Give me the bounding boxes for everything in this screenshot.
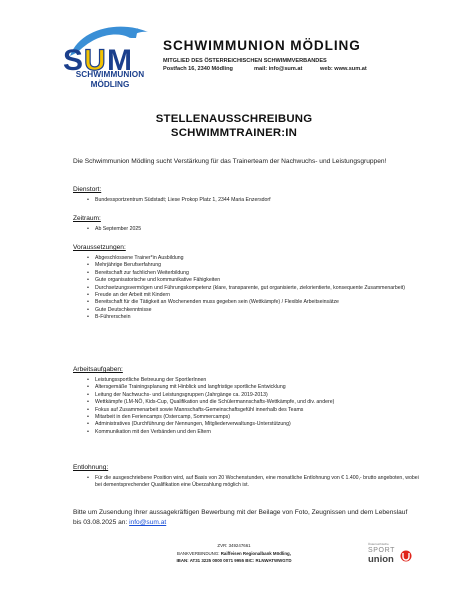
entlohnung-list — [73, 475, 423, 490]
logo-line-2: MÖDLING — [90, 80, 130, 89]
list-item: • Altersgemäße Trainingsplanung mit Hinblick und langfristige sportliche Entwicklung — [73, 384, 423, 391]
document-heading: STELLENAUSSCHREIBUNG — [155, 113, 313, 125]
iban-text: IBAN: AT31 3225 0000 0071 9955 BIC: RLNWATWWGTD — [176, 558, 292, 563]
sport-union-word1: SPORT — [368, 547, 395, 554]
bank-label: BANKVERBINDUNG: — [177, 551, 221, 556]
application-email-link[interactable]: info@sum.at — [129, 519, 167, 526]
list-item: • Leitung der Nachwuchs- und Leistungsgruppen (Jahrgänge ca. 2019-2013) — [73, 392, 423, 399]
list-item: • Durchsetzungsvermögen und Führungskompetenz (klare, transparente, gut organisierte, zielorientierte, konsequente Zusammenarbeit) — [73, 285, 423, 292]
postal-address: Postfach 16, 2340 Mödling — [163, 66, 233, 72]
section-title-zeitraum: Zeitraum: — [73, 215, 101, 222]
list-item: • Für die ausgeschriebene Position wird, auf Basis von 20 Wochenstunden, eine monatliche Entlohnung von € 1.400,- brutto angeboten, wobei bei dementsprechender Qualifikation eine Überzahlung möglich ist. — [73, 475, 423, 490]
list-item: • Wettkämpfe (LM-NÖ, Kids-Cup, Qualifikation und die Schülermannschafts-Wettkämpfe, und div. andere) — [73, 399, 423, 406]
closing-paragraph — [73, 508, 413, 528]
list-item: • Mehrjährige Berufserfahrung — [73, 262, 423, 269]
svg-text:S: S — [63, 44, 84, 72]
footer-zvr: ZVR: 349247661 — [217, 543, 251, 548]
intro-paragraph: Die Schwimmunion Mödling sucht Verstärkung für das Trainerteam der Nachwuchs- und Leistungsgruppen! — [73, 158, 387, 165]
sport-union-logo — [368, 540, 413, 568]
list-item: • Abgeschlossene Trainer*in Ausbildung — [73, 255, 423, 262]
list-item: • Mitarbeit in den Feriencamps (Ostercamp, Sommercamps) — [73, 414, 423, 421]
section-title-entlohnung: Entlohnung: — [73, 464, 109, 471]
section-title-arbeitsaufgaben: Arbeitsaufgaben: — [73, 366, 123, 373]
list-item: • Freude an der Arbeit mit Kindern — [73, 292, 423, 299]
list-item: • Gute Deutschkenntnisse — [73, 307, 423, 314]
contact-web: web: www.sum.at — [320, 66, 367, 72]
sport-union-small-text: Österreichische — [368, 542, 389, 546]
svg-text:U: U — [84, 44, 106, 72]
list-item: • Bereitschaft zur fachlichen Weiterbildung — [73, 270, 423, 277]
list-item: • Bereitschaft für die Tätigkeit an Wochenenden muss gegeben sein (Wettkämpfe) / Flexible Arbeitseinsätze — [73, 299, 423, 306]
closing-text: Bitte um Zusendung Ihrer aussagekräftigen Bewerbung mit der Beilage von Foto, Zeugnissen und dem Lebenslauf bis 03.08.2025 an: — [73, 509, 408, 526]
list-item: • Bundessportzentrum Südstadt; Liese Prokop Platz 1, 2344 Maria Enzersdorf — [73, 197, 423, 204]
list-item: • Ab September 2025 — [73, 226, 423, 233]
dienstort-list — [73, 197, 423, 204]
list-item: • Gute organisatorische und kommunikative Fähigkeiten — [73, 277, 423, 284]
contact-email: mail: info@sum.at — [254, 66, 303, 72]
list-item: • Fokus auf Zusammenarbeit sowie Mannschafts-Gemeinschaftsgefühl innerhalb des Teams — [73, 407, 423, 414]
section-title-dienstort: Dienstort: — [73, 186, 102, 193]
arbeitsaufgaben-list — [73, 377, 423, 436]
voraussetzungen-list — [73, 255, 423, 322]
svg-text:M: M — [107, 44, 132, 72]
zeitraum-list — [73, 226, 423, 233]
sport-union-logo-icon — [368, 540, 413, 568]
dolphin-logo-icon — [60, 22, 160, 72]
list-item: • B-Führerschein — [73, 314, 423, 321]
organization-subtitle: MITGLIED DES ÖSTERREICHISCHEN SCHWIMMVERBANDES — [163, 58, 327, 64]
bank-name: Raiffeisen Regionalbank Mödling, — [220, 551, 291, 556]
list-item: • Administratives (Durchführung der Nennungen, Mitgliederverwaltungs-Unterstützung) — [73, 421, 423, 428]
logo-line-1: SCHWIMMUNION — [75, 70, 145, 79]
organization-title: SCHWIMMUNION MÖDLING — [163, 38, 361, 53]
list-item: • Leistungssportliche Betreuung der SportlerInnen — [73, 377, 423, 384]
sport-union-word2: union — [368, 554, 394, 565]
job-title: SCHWIMMTRAINER:IN — [170, 127, 298, 139]
section-title-voraussetzungen: Voraussetzungen: — [73, 244, 126, 251]
list-item: • Kommunikation mit den Verbänden und den Eltern — [73, 429, 423, 436]
